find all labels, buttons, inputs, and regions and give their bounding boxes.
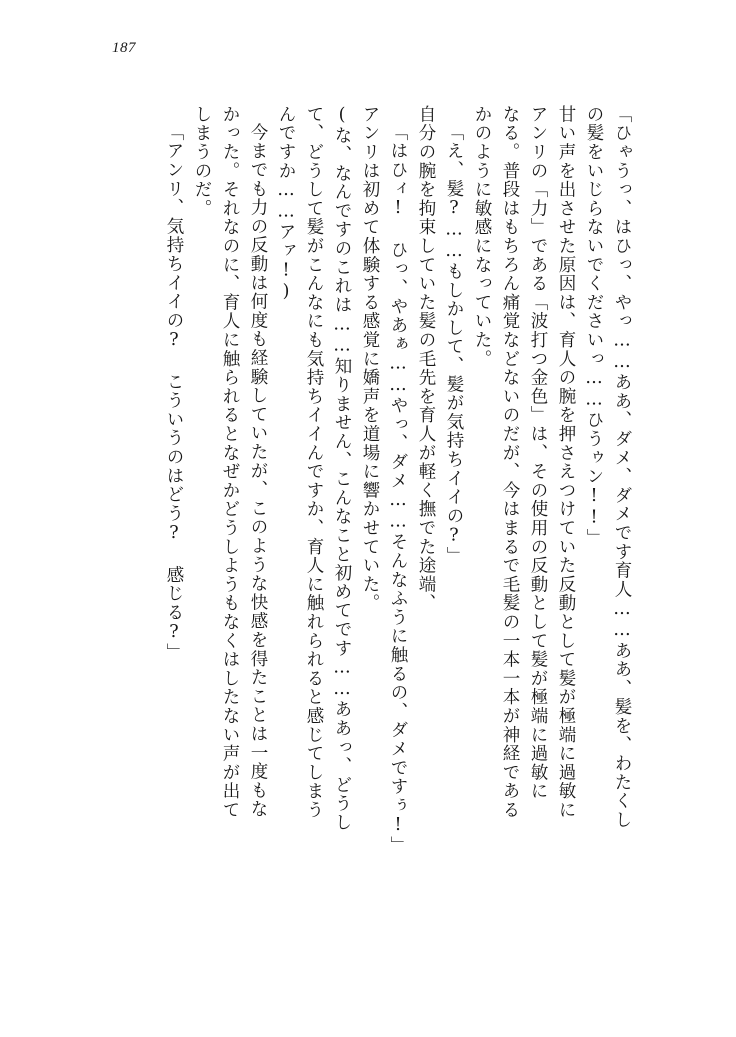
text-line: 自分の腕を拘束していた髪の毛先を育人が軽く撫でた途端、 [416,105,436,613]
text-line: 「ひゃうっ、はひっ、やっ……ああ、ダメ、ダメです育人……ああ、髪を、わたくし [612,105,632,830]
text-line: しまうのだ。 [192,105,212,218]
text-line: アンリは初めて体験する感覚に嬌声を道場に響かせていた。 [360,105,380,613]
text-line: んですか……アァ!) [276,105,296,303]
page-body-text [96,105,636,965]
page-number: 187 [112,40,136,56]
text-line: 「はひィ! ひっ、やあぁ……やっ、ダメ……そんなふうに触るの、ダメですぅ!」 [388,123,408,855]
text-line: (な、なんですのこれは……知りません、こんなこと初めてです……ああっ、どうし [332,105,352,832]
text-line: 「え、髪?……もしかして、髪が気持ちイイの?」 [444,123,464,566]
text-line: 今までも力の反動は何度も経験していたが、このような快感を得たことは一度もな [248,123,268,819]
text-line: の髪をいじらないでくださいっ……ひうゥン!!」 [584,105,604,548]
text-line: 「アンリ、気持ちイイの? こういうのはどう? 感じる?」 [164,123,184,662]
text-line: なる。普段はもちろん痛覚などないのだが、今はまるで毛髪の一本一本が神経である [500,105,520,820]
text-line: て、どうして髪がこんなにも気持ちイイんですか、育人に触れられると感じてしまう [304,105,324,820]
text-line: アンリの「力」である「波打つ金色」は、その使用の反動として髪が極端に過敏に [528,105,548,801]
text-line: かった。それなのに、育人に触られるとなぜかどうしようもなくはしたない声が出て [220,105,240,820]
text-line: かのように敏感になっていた。 [472,105,492,369]
text-line: 甘い声を出させた原因は、育人の腕を押さえつけていた反動として髪が極端に過敏に [556,105,576,820]
